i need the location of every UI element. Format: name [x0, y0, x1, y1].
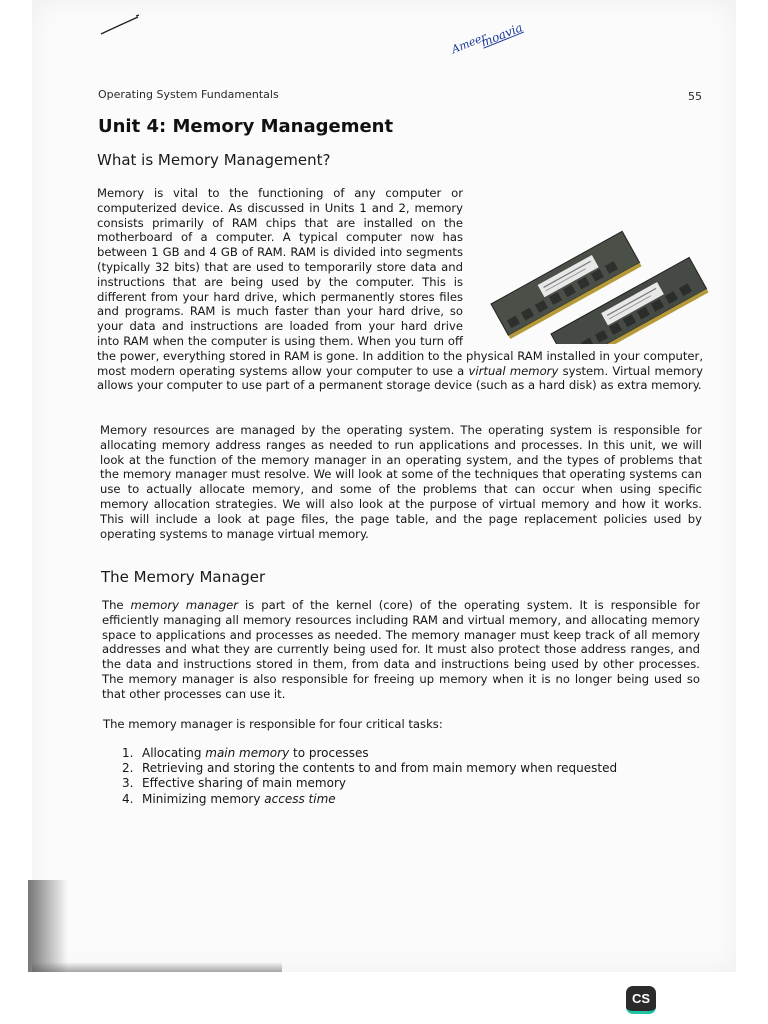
paragraph-memory-intro: Memory is vital to the functioning of any computer or computerized device. As discussed in Units 1 and 2, memory consists primarily of RAM chips that are installed on the motherboard of a computer. A typical computer now has between 1 GB and 4 GB of RAM. RAM is divided into segments (typically 32 bits) that are used to temporarily store data and instructions that are being used by the computer. This is different from your hard drive, which permanently stores files and programs. RAM is much faster than your hard drive, so your data and instructions are loaded from your hard drive into RAM when the computer is using them. When you turn off the power, everything stored in RAM is gone. In addition to the physical RAM installed in your computer, most modern operating systems allow your computer to use a virtual memory system. Virtual memory allows your computer to use part of a permanent storage device (such as a hard disk) as extra memory. — [97, 186, 703, 393]
page-bottom-shadow — [32, 962, 282, 972]
handwritten-name-second: moavia — [478, 20, 525, 50]
term-virtual-memory: virtual memory — [468, 363, 559, 378]
pen-stroke-mark — [98, 12, 146, 38]
paragraph-memory-manager: The memory manager is part of the kernel (core) of the operating system. It is responsible for efficiently managing all memory resources including RAM and virtual memory, and allocating memory space to applications and processes as needed. The memory manager must keep track of all memory addresses and what they are currently being used for. It must also protect those address ranges, and the data and instructions stored in them, from data and instructions being used by other processes. The memory manager is also responsible for freeing up memory when it is no longer being used so that other processes can use it. — [102, 598, 700, 701]
camscanner-logo-icon: CS — [626, 986, 656, 1014]
list-item: 3. Effective sharing of main memory — [122, 776, 346, 791]
running-header: Operating System Fundamentals — [98, 88, 279, 101]
list-item: 4. Minimizing memory access time — [122, 791, 336, 806]
task-list — [122, 746, 617, 807]
section-heading-memory-manager: The Memory Manager — [101, 568, 266, 586]
list-item: 2. Retrieving and storing the contents to and from main memory when requested — [122, 761, 618, 776]
unit-title: Unit 4: Memory Management — [98, 116, 394, 137]
list-item: 1. Allocating main memory to processes — [122, 746, 369, 760]
paragraph-memory-resources: Memory resources are managed by the operating system. The operating system is responsible for allocating memory address ranges as needed to run applications and processes. In this unit, we will look at the function of the memory manager in an operating system, and the types of problems that the memory manager must resolve. We will look at some of the techniques that operating systems can use to actually allocate memory, and some of the problems that can occur when using specific memory allocation strategies. We will also look at the purpose of virtual memory and how it works. This will include a look at page files, the page table, and the page replacement policies used by operating systems to manage virtual memory. — [100, 423, 702, 541]
section-heading-what-is-memory-management: What is Memory Management? — [97, 151, 331, 169]
handwritten-name-first: Ameer — [449, 30, 489, 57]
page-number: 55 — [688, 90, 702, 103]
image-wrap-space — [463, 186, 703, 348]
page-edge-shadow — [28, 880, 68, 972]
term-memory-manager: memory manager — [130, 598, 239, 612]
paragraph-four-tasks-intro: The memory manager is responsible for four critical tasks: — [103, 717, 443, 731]
